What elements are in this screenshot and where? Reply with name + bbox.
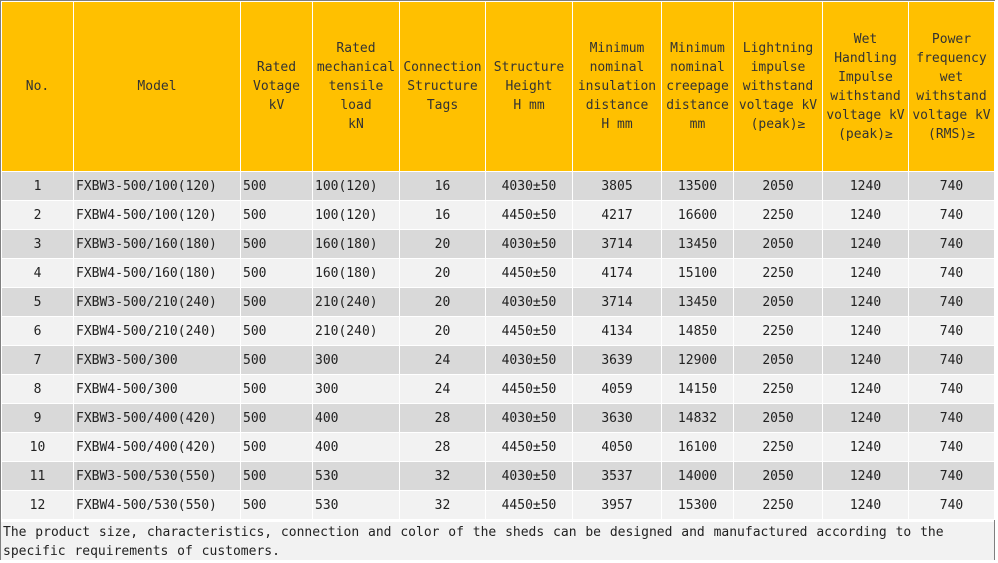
cell-wet-handling-impulse: 1240 bbox=[823, 172, 909, 201]
cell-lightning-impulse: 2250 bbox=[734, 375, 823, 404]
cell-lightning-impulse: 2050 bbox=[734, 404, 823, 433]
cell-power-frequency: 740 bbox=[909, 462, 995, 491]
cell-lightning-impulse: 2250 bbox=[734, 433, 823, 462]
cell-lightning-impulse: 2250 bbox=[734, 201, 823, 230]
cell-no: 5 bbox=[2, 288, 74, 317]
cell-wet-handling-impulse: 1240 bbox=[823, 288, 909, 317]
cell-model: FXBW3-500/530(550) bbox=[74, 462, 241, 491]
cell-no: 9 bbox=[2, 404, 74, 433]
cell-no: 1 bbox=[2, 172, 74, 201]
cell-creepage-distance: 15100 bbox=[662, 259, 734, 288]
cell-insulation-distance: 3630 bbox=[573, 404, 662, 433]
cell-wet-handling-impulse: 1240 bbox=[823, 491, 909, 520]
table-row bbox=[2, 259, 995, 288]
cell-rated-voltage: 500 bbox=[241, 172, 313, 201]
cell-tensile-load: 210(240) bbox=[313, 317, 400, 346]
cell-rated-voltage: 500 bbox=[241, 491, 313, 520]
table-row bbox=[2, 172, 995, 201]
cell-tensile-load: 100(120) bbox=[313, 172, 400, 201]
cell-insulation-distance: 3714 bbox=[573, 230, 662, 259]
table-row bbox=[2, 491, 995, 520]
cell-model: FXBW4-500/100(120) bbox=[74, 201, 241, 230]
cell-connection-tags: 20 bbox=[400, 259, 486, 288]
cell-model: FXBW3-500/300 bbox=[74, 346, 241, 375]
table-row bbox=[2, 433, 995, 462]
cell-structure-height: 4030±50 bbox=[486, 230, 573, 259]
cell-tensile-load: 530 bbox=[313, 491, 400, 520]
cell-rated-voltage: 500 bbox=[241, 230, 313, 259]
cell-power-frequency: 740 bbox=[909, 288, 995, 317]
cell-wet-handling-impulse: 1240 bbox=[823, 201, 909, 230]
table-row bbox=[2, 201, 995, 230]
table-header bbox=[2, 2, 995, 172]
table-row bbox=[2, 375, 995, 404]
cell-tensile-load: 300 bbox=[313, 346, 400, 375]
cell-wet-handling-impulse: 1240 bbox=[823, 462, 909, 491]
cell-creepage-distance: 13500 bbox=[662, 172, 734, 201]
cell-creepage-distance: 15300 bbox=[662, 491, 734, 520]
cell-structure-height: 4030±50 bbox=[486, 346, 573, 375]
cell-insulation-distance: 3639 bbox=[573, 346, 662, 375]
cell-power-frequency: 740 bbox=[909, 404, 995, 433]
cell-structure-height: 4450±50 bbox=[486, 201, 573, 230]
header-no: No. bbox=[2, 2, 74, 172]
cell-tensile-load: 100(120) bbox=[313, 201, 400, 230]
cell-creepage-distance: 14832 bbox=[662, 404, 734, 433]
cell-rated-voltage: 500 bbox=[241, 346, 313, 375]
cell-wet-handling-impulse: 1240 bbox=[823, 404, 909, 433]
cell-tensile-load: 400 bbox=[313, 404, 400, 433]
cell-wet-handling-impulse: 1240 bbox=[823, 433, 909, 462]
cell-insulation-distance: 3957 bbox=[573, 491, 662, 520]
cell-wet-handling-impulse: 1240 bbox=[823, 230, 909, 259]
header-creepage-distance: Minimum nominal creepage distance mm bbox=[662, 2, 734, 172]
cell-insulation-distance: 4050 bbox=[573, 433, 662, 462]
cell-insulation-distance: 3537 bbox=[573, 462, 662, 491]
cell-structure-height: 4030±50 bbox=[486, 404, 573, 433]
cell-model: FXBW4-500/300 bbox=[74, 375, 241, 404]
cell-creepage-distance: 13450 bbox=[662, 230, 734, 259]
cell-power-frequency: 740 bbox=[909, 491, 995, 520]
header-row bbox=[2, 2, 995, 172]
cell-power-frequency: 740 bbox=[909, 433, 995, 462]
footnote: The product size, characteristics, connection and color of the sheds can be designed and manufactured according to the specific requirements of customers. bbox=[1, 522, 994, 560]
table-body bbox=[2, 172, 995, 520]
cell-rated-voltage: 500 bbox=[241, 259, 313, 288]
table-row bbox=[2, 230, 995, 259]
cell-insulation-distance: 3714 bbox=[573, 288, 662, 317]
cell-power-frequency: 740 bbox=[909, 259, 995, 288]
cell-power-frequency: 740 bbox=[909, 346, 995, 375]
cell-no: 7 bbox=[2, 346, 74, 375]
table-row bbox=[2, 288, 995, 317]
cell-insulation-distance: 3805 bbox=[573, 172, 662, 201]
header-tensile-load: Rated mechanical tensile load kN bbox=[313, 2, 400, 172]
cell-tensile-load: 160(180) bbox=[313, 230, 400, 259]
header-insulation-distance: Minimum nominal insulation distance H mm bbox=[573, 2, 662, 172]
cell-wet-handling-impulse: 1240 bbox=[823, 375, 909, 404]
cell-structure-height: 4450±50 bbox=[486, 259, 573, 288]
cell-power-frequency: 740 bbox=[909, 317, 995, 346]
cell-model: FXBW4-500/530(550) bbox=[74, 491, 241, 520]
cell-model: FXBW3-500/100(120) bbox=[74, 172, 241, 201]
cell-creepage-distance: 14000 bbox=[662, 462, 734, 491]
cell-connection-tags: 20 bbox=[400, 317, 486, 346]
table-row bbox=[2, 462, 995, 491]
cell-tensile-load: 400 bbox=[313, 433, 400, 462]
cell-connection-tags: 24 bbox=[400, 375, 486, 404]
cell-lightning-impulse: 2050 bbox=[734, 230, 823, 259]
cell-tensile-load: 160(180) bbox=[313, 259, 400, 288]
cell-lightning-impulse: 2250 bbox=[734, 317, 823, 346]
cell-structure-height: 4450±50 bbox=[486, 375, 573, 404]
cell-creepage-distance: 12900 bbox=[662, 346, 734, 375]
header-lightning-impulse: Lightning impulse withstand voltage kV (peak)≥ bbox=[734, 2, 823, 172]
cell-no: 12 bbox=[2, 491, 74, 520]
cell-insulation-distance: 4059 bbox=[573, 375, 662, 404]
cell-connection-tags: 16 bbox=[400, 172, 486, 201]
cell-connection-tags: 28 bbox=[400, 433, 486, 462]
cell-no: 6 bbox=[2, 317, 74, 346]
header-connection-tags: Connection Structure Tags bbox=[400, 2, 486, 172]
cell-lightning-impulse: 2050 bbox=[734, 346, 823, 375]
cell-tensile-load: 530 bbox=[313, 462, 400, 491]
cell-rated-voltage: 500 bbox=[241, 288, 313, 317]
cell-creepage-distance: 14150 bbox=[662, 375, 734, 404]
cell-lightning-impulse: 2050 bbox=[734, 172, 823, 201]
header-model: Model bbox=[74, 2, 241, 172]
cell-rated-voltage: 500 bbox=[241, 404, 313, 433]
cell-power-frequency: 740 bbox=[909, 172, 995, 201]
cell-lightning-impulse: 2050 bbox=[734, 288, 823, 317]
cell-no: 2 bbox=[2, 201, 74, 230]
cell-model: FXBW4-500/210(240) bbox=[74, 317, 241, 346]
cell-insulation-distance: 4134 bbox=[573, 317, 662, 346]
cell-model: FXBW3-500/160(180) bbox=[74, 230, 241, 259]
cell-lightning-impulse: 2050 bbox=[734, 462, 823, 491]
cell-no: 8 bbox=[2, 375, 74, 404]
header-structure-height: Structure Height H mm bbox=[486, 2, 573, 172]
insulator-spec-table bbox=[1, 1, 995, 520]
cell-structure-height: 4030±50 bbox=[486, 462, 573, 491]
cell-lightning-impulse: 2250 bbox=[734, 491, 823, 520]
cell-structure-height: 4030±50 bbox=[486, 172, 573, 201]
cell-power-frequency: 740 bbox=[909, 201, 995, 230]
cell-no: 3 bbox=[2, 230, 74, 259]
cell-connection-tags: 16 bbox=[400, 201, 486, 230]
cell-connection-tags: 20 bbox=[400, 288, 486, 317]
header-rated-voltage: Rated Votage kV bbox=[241, 2, 313, 172]
table-row bbox=[2, 404, 995, 433]
cell-creepage-distance: 14850 bbox=[662, 317, 734, 346]
cell-creepage-distance: 13450 bbox=[662, 288, 734, 317]
cell-lightning-impulse: 2250 bbox=[734, 259, 823, 288]
cell-model: FXBW4-500/160(180) bbox=[74, 259, 241, 288]
cell-no: 10 bbox=[2, 433, 74, 462]
cell-model: FXBW3-500/400(420) bbox=[74, 404, 241, 433]
cell-rated-voltage: 500 bbox=[241, 317, 313, 346]
cell-insulation-distance: 4174 bbox=[573, 259, 662, 288]
cell-wet-handling-impulse: 1240 bbox=[823, 259, 909, 288]
cell-model: FXBW3-500/210(240) bbox=[74, 288, 241, 317]
cell-structure-height: 4450±50 bbox=[486, 491, 573, 520]
cell-connection-tags: 20 bbox=[400, 230, 486, 259]
header-power-frequency: Power frequency wet withstand voltage kV (RMS)≥ bbox=[909, 2, 995, 172]
cell-power-frequency: 740 bbox=[909, 230, 995, 259]
cell-power-frequency: 740 bbox=[909, 375, 995, 404]
table-row bbox=[2, 317, 995, 346]
cell-connection-tags: 32 bbox=[400, 462, 486, 491]
cell-rated-voltage: 500 bbox=[241, 462, 313, 491]
cell-model: FXBW4-500/400(420) bbox=[74, 433, 241, 462]
cell-rated-voltage: 500 bbox=[241, 433, 313, 462]
cell-creepage-distance: 16100 bbox=[662, 433, 734, 462]
cell-creepage-distance: 16600 bbox=[662, 201, 734, 230]
cell-structure-height: 4450±50 bbox=[486, 433, 573, 462]
cell-rated-voltage: 500 bbox=[241, 375, 313, 404]
cell-connection-tags: 32 bbox=[400, 491, 486, 520]
cell-structure-height: 4030±50 bbox=[486, 288, 573, 317]
cell-insulation-distance: 4217 bbox=[573, 201, 662, 230]
table-row bbox=[2, 346, 995, 375]
cell-tensile-load: 300 bbox=[313, 375, 400, 404]
cell-no: 11 bbox=[2, 462, 74, 491]
cell-structure-height: 4450±50 bbox=[486, 317, 573, 346]
header-wet-handling-impulse: Wet Handling Impulse withstand voltage kV (peak)≥ bbox=[823, 2, 909, 172]
cell-tensile-load: 210(240) bbox=[313, 288, 400, 317]
cell-rated-voltage: 500 bbox=[241, 201, 313, 230]
cell-wet-handling-impulse: 1240 bbox=[823, 317, 909, 346]
cell-connection-tags: 24 bbox=[400, 346, 486, 375]
cell-no: 4 bbox=[2, 259, 74, 288]
cell-wet-handling-impulse: 1240 bbox=[823, 346, 909, 375]
cell-connection-tags: 28 bbox=[400, 404, 486, 433]
